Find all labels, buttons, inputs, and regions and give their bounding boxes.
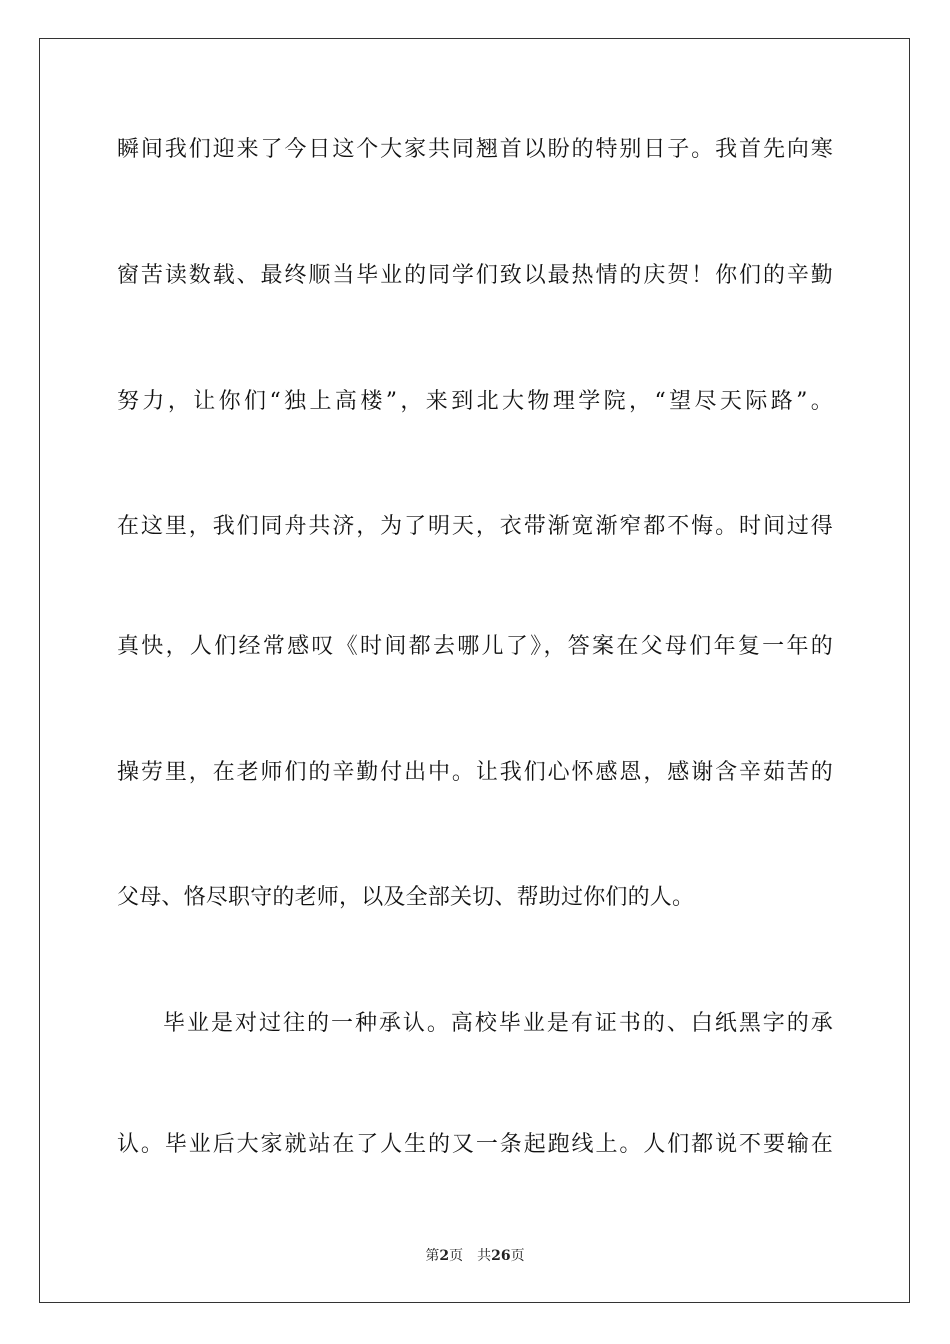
page-number: 2 — [439, 1248, 450, 1264]
body-text-line: 认。毕业后大家就站在了人生的又一条起跑线上。人们都说不要输在 — [117, 1132, 833, 1157]
body-text-line: 父母、恪尽职守的老师，以及全部关切、帮助过你们的人。 — [117, 885, 695, 910]
body-text-line: 瞬间我们迎来了今日这个大家共同翘首以盼的特别日子。我首先向寒 — [117, 137, 833, 162]
page-border — [39, 38, 910, 1303]
total-prefix: 共 — [477, 1248, 492, 1264]
body-text-line: 真快，人们经常感叹《时间都去哪儿了》，答案在父母们年复一年的 — [117, 634, 833, 659]
total-pages: 26 — [491, 1248, 511, 1264]
body-text-line: 在这里，我们同舟共济，为了明天，衣带渐宽渐窄都不悔。时间过得 — [117, 514, 833, 539]
body-text-line: 窗苦读数载、最终顺当毕业的同学们致以最热情的庆贺！你们的辛勤 — [117, 263, 833, 288]
body-text-line: 努力，让你们“独上高楼”，来到北大物理学院，“望尽天际路”。 — [117, 389, 833, 414]
page-suffix: 页 — [449, 1248, 464, 1264]
paragraph-first-line: 毕业是对过往的一种承认。高校毕业是有证书的、白纸黑字的承 — [163, 1011, 833, 1036]
page-prefix: 第 — [425, 1248, 440, 1264]
body-text-line: 操劳里，在老师们的辛勤付出中。让我们心怀感恩，感谢含辛茹苦的 — [117, 760, 833, 785]
total-suffix: 页 — [510, 1248, 525, 1264]
page-footer — [0, 1247, 950, 1265]
